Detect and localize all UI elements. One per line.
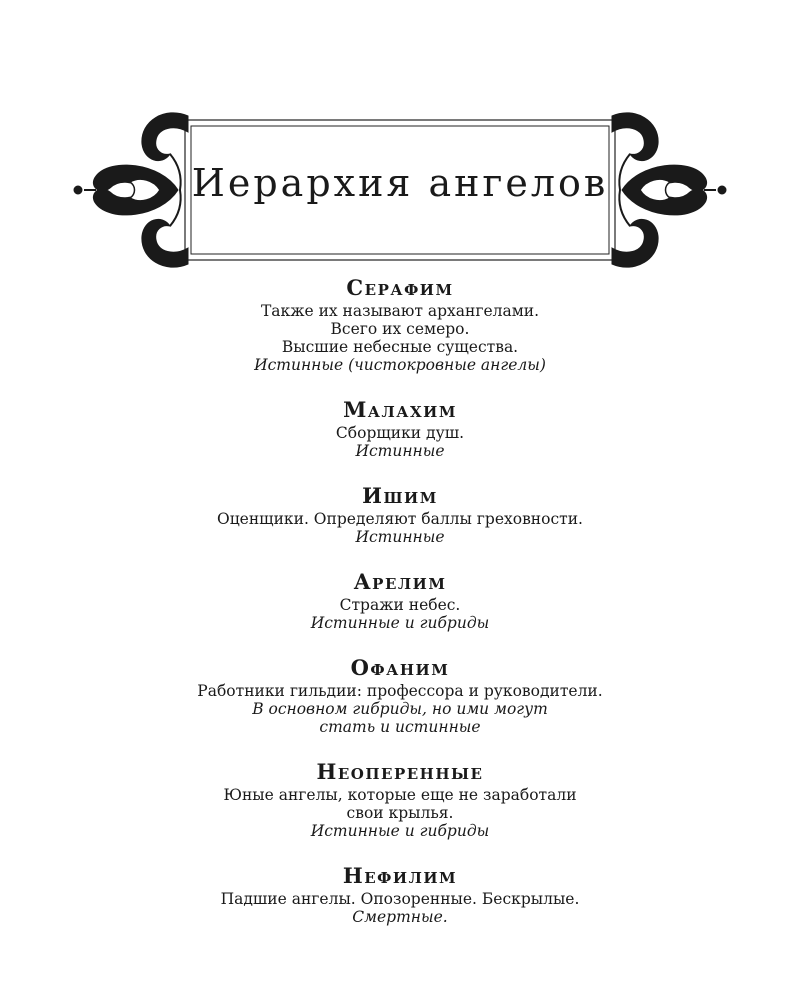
entry-title: Серафим (346, 275, 454, 300)
entry-serafim (0, 274, 800, 374)
entry-description: Оценщики. Определяют баллы греховности. (217, 510, 583, 528)
title-frame (70, 96, 730, 276)
entry-title: Арелим (353, 569, 447, 594)
entry-type: Смертные. (352, 908, 448, 926)
entry-description: свои крылья. (346, 804, 454, 822)
entry-malakhim (0, 396, 800, 460)
entry-title: Малахим (343, 397, 457, 422)
entry-neoperennye (0, 758, 800, 840)
entry-description: Юные ангелы, которые еще не заработали (223, 786, 577, 804)
entry-type: В основном гибриды, но ими могут (252, 700, 548, 718)
hierarchy-list (0, 274, 800, 948)
entry-ishim (0, 482, 800, 546)
entry-nefilim (0, 862, 800, 926)
entry-type: Истинные (чистокровные ангелы) (254, 356, 546, 374)
entry-title: Офаним (350, 655, 450, 680)
entry-type: стать и истинные (319, 718, 481, 736)
entry-type: Истинные (355, 528, 445, 546)
entry-description: Работники гильдии: профессора и руководители. (197, 682, 603, 700)
entry-type: Истинные и гибриды (310, 822, 490, 840)
entry-title: Нефилим (342, 863, 458, 888)
entry-description: Стражи небес. (339, 596, 461, 614)
entry-description: Высшие небесные существа. (281, 338, 519, 356)
entry-description: Также их называют архангелами. (260, 302, 540, 320)
entry-arelim (0, 568, 800, 632)
entry-description: Падшие ангелы. Опозоренные. Бескрылые. (220, 890, 580, 908)
entry-title: Неоперенные (316, 759, 484, 784)
page-title: Иерархия ангелов (191, 161, 609, 205)
entry-title: Ишим (362, 483, 438, 508)
entry-type: Истинные и гибриды (310, 614, 490, 632)
entry-type: Истинные (355, 442, 445, 460)
entry-description: Сборщики душ. (335, 424, 465, 442)
entry-ofanim (0, 654, 800, 736)
entry-description: Всего их семеро. (330, 320, 470, 338)
